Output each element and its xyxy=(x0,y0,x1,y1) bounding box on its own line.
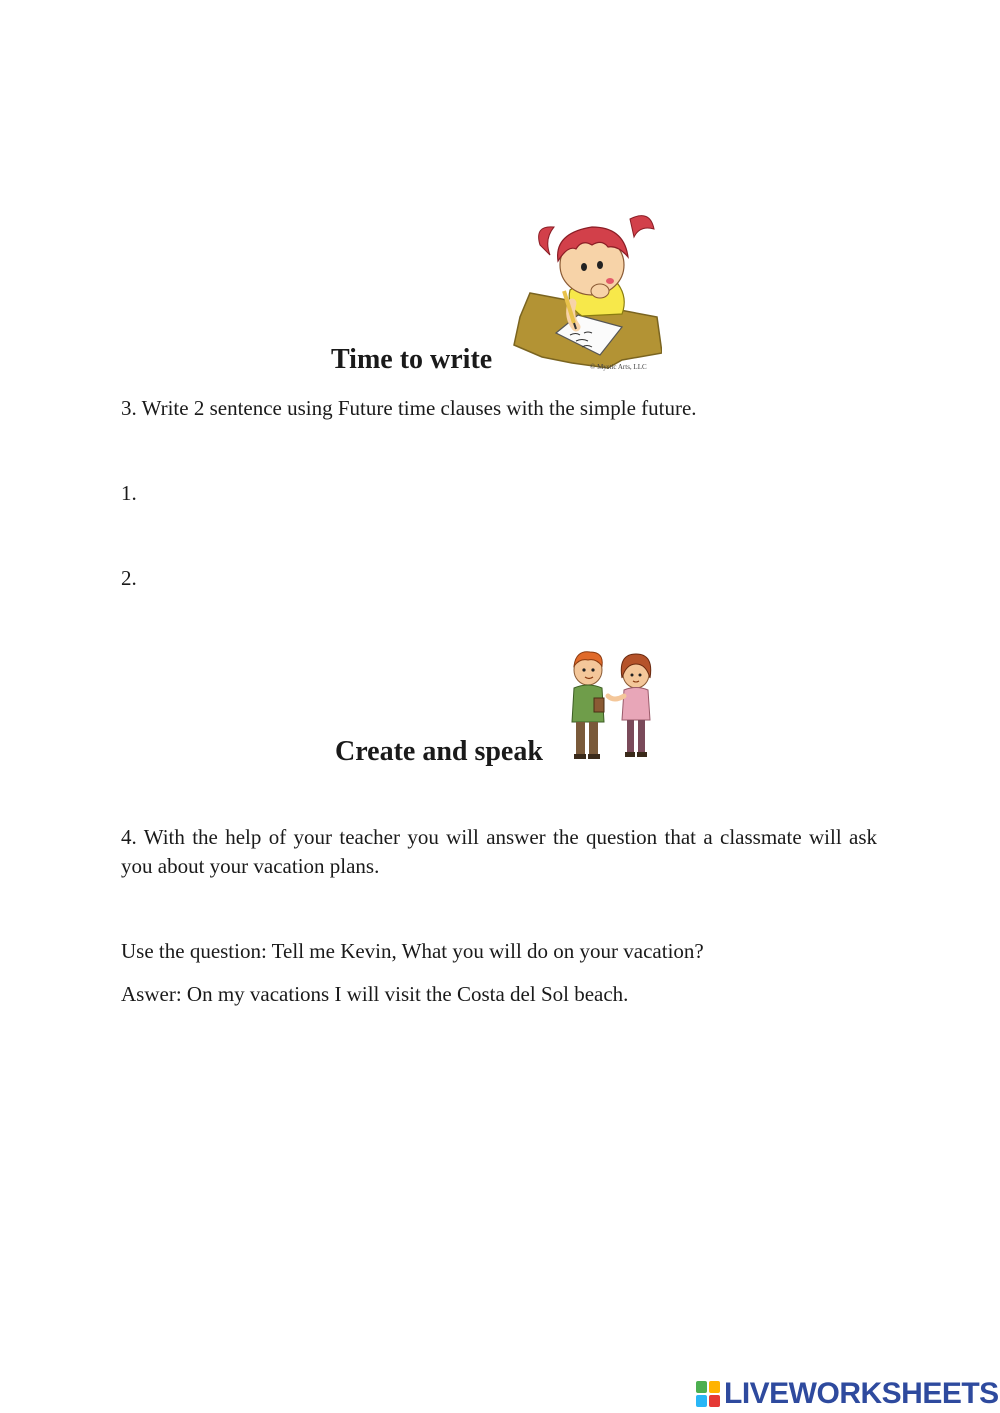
example-answer: Aswer: On my vacations I will visit the Costa del Sol beach. xyxy=(121,982,629,1006)
example-question: Use the question: Tell me Kevin, What you will do on your vacation? xyxy=(121,939,704,963)
liveworksheets-logo[interactable] xyxy=(696,1378,999,1410)
create-and-speak-heading: Create and speak xyxy=(335,736,543,767)
answer-line-1-label: 1. xyxy=(121,481,137,505)
liveworksheets-logo-text: LIVEWORKSHEETS xyxy=(724,1377,999,1410)
kids-talking-illustration xyxy=(560,648,664,766)
answer-line-2-label: 2. xyxy=(121,566,137,590)
exercise-4-instruction: 4. With the help of your teacher you will answer the question that a classmate will ask you about your vacation plans. xyxy=(121,825,877,878)
exercise-3-instruction: 3. Write 2 sentence using Future time clauses with the simple future. xyxy=(121,396,697,420)
image-credit: © Mystic Arts, LLC xyxy=(590,363,647,371)
time-to-write-heading: Time to write xyxy=(331,344,493,375)
liveworksheets-logo-icon xyxy=(696,1381,720,1407)
girl-writing-illustration xyxy=(512,205,662,375)
